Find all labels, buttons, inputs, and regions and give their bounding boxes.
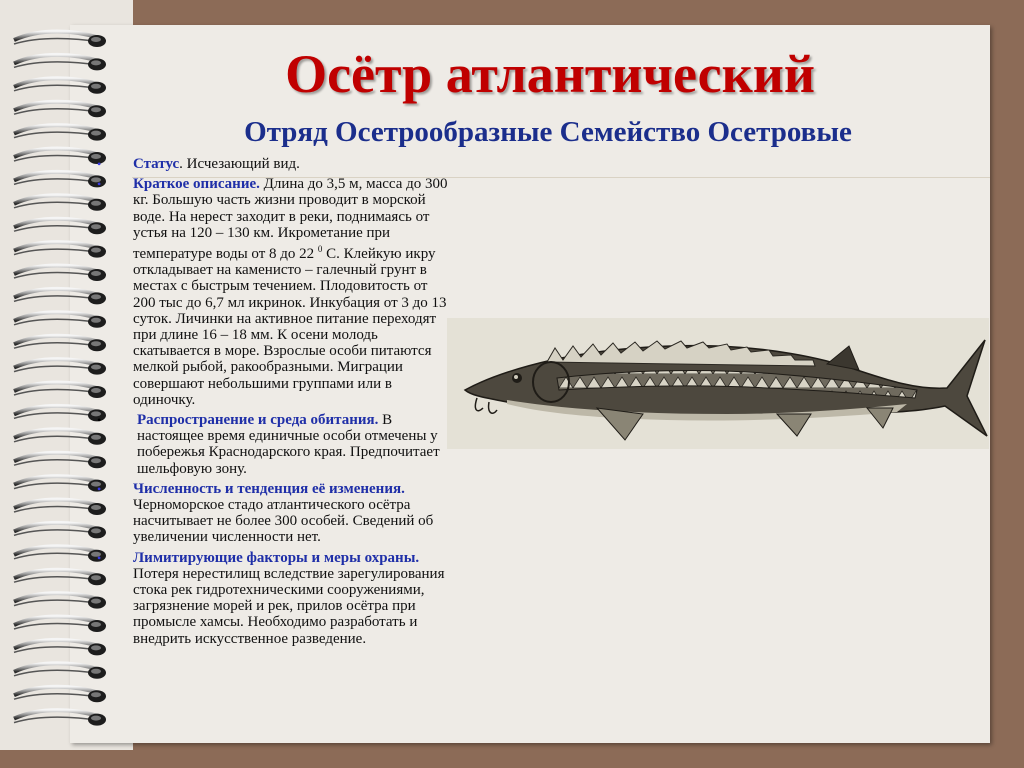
- item-heading: Краткое описание.: [133, 176, 260, 193]
- list-item-population: [92, 481, 448, 546]
- item-heading: Численность и тенденция её изменения.: [133, 480, 405, 497]
- spiral-ring-icon: [14, 55, 106, 71]
- list-item-protection: [92, 550, 448, 647]
- sturgeon-illustration-frame: [447, 318, 989, 449]
- item-heading: Лимитирующие факторы и меры охраны.: [133, 549, 420, 566]
- list-item-status: [92, 156, 448, 172]
- bullet-icon: •: [97, 481, 102, 496]
- bullet-icon: •: [97, 177, 102, 192]
- item-text: Потеря нерестилищ вследствие зарегулирования стока рек гидротехническими сооружениями, загрязнение морей и рек, прилов осётра при промысле хамсы. Необходимо разработать и внедрить искусственное разведение.: [133, 565, 445, 647]
- spiral-ring-icon: [14, 78, 106, 94]
- item-heading: Статус: [133, 156, 180, 172]
- list-item-distribution: [92, 412, 448, 477]
- spiral-ring-icon: [14, 663, 106, 679]
- bullet-icon: •: [97, 550, 102, 565]
- item-separator: .: [179, 156, 187, 172]
- page-title: Осётр атлантический: [285, 44, 815, 104]
- sturgeon-icon: [447, 318, 989, 449]
- item-text: В настоящее время единичные особи отмечены у побережья Краснодарского края. Предпочитает шельфовую зону.: [137, 412, 440, 477]
- spiral-ring-icon: [14, 102, 106, 118]
- item-text: Исчезающий вид.: [186, 156, 300, 172]
- bullet-icon: •: [97, 413, 102, 428]
- item-heading: Распространение и среда обитания.: [137, 412, 379, 429]
- item-text-continued: С. Клейкую икру откладывает на каменисто – галечный грунт в местах с быстрым течением. Плодовитость от 200 тыс до 6,7 мл икринок. Инкубация от 3 до 13 суток. Личинки на активное питание переходят при длине 16 – 18 мм. К осени молодь скатывается в море. Взрослые особи питаются мелкой рыбой, ракообразными. Миграции совершают небольшими группами или в одиночку.: [133, 246, 447, 408]
- bullet-icon: •: [97, 157, 102, 171]
- species-description: [92, 156, 448, 651]
- spiral-ring-icon: [14, 125, 106, 141]
- spiral-ring-icon: [14, 687, 106, 703]
- degree-superscript: 0: [317, 244, 323, 255]
- spiral-ring-icon: [14, 710, 106, 726]
- page-subtitle: Отряд Осетрообразные Семейство Осетровые: [244, 116, 852, 148]
- item-text: Длина до 3,5 м, масса до 300 кг. Большую часть жизни проводит в морской воде. На нерест заходит в реки, поднимаясь от устья на 120 – 130 км. Икрометание при температуре воды от 8 до 22: [133, 176, 448, 263]
- list-item-description: [92, 176, 448, 408]
- item-text: Черноморское стадо атлантического осётра насчитывает не более 300 особей. Сведений об увеличении численности нет.: [133, 497, 434, 546]
- spiral-ring-icon: [14, 32, 106, 48]
